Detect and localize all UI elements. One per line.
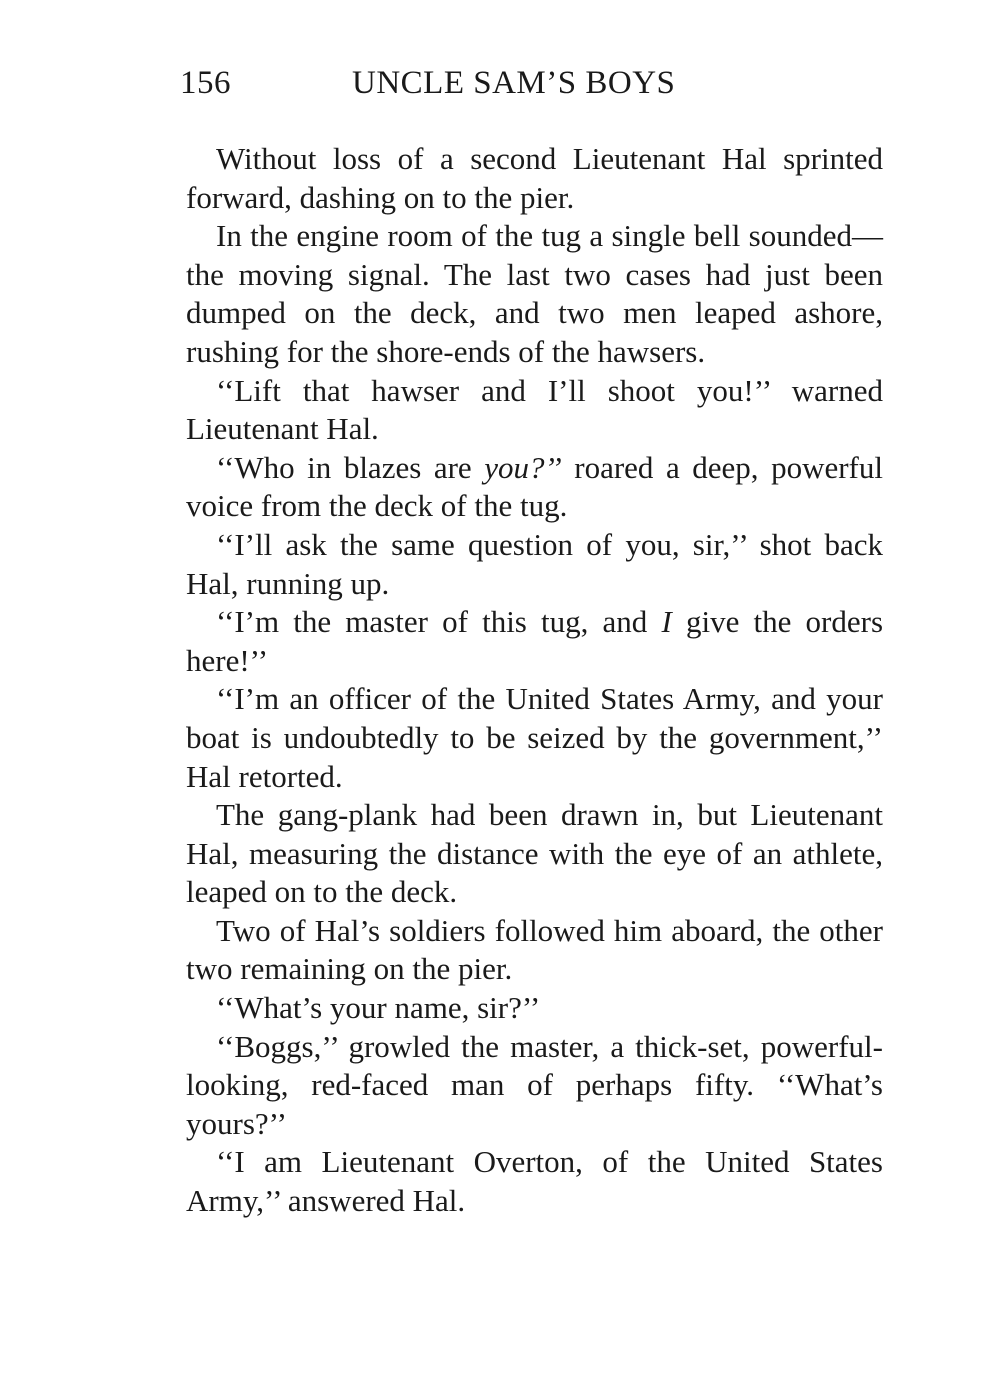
paragraph: Two of Hal’s soldiers followed him aboard, the other two remaining on the pier. (186, 912, 883, 987)
paragraph-text: roared a deep, powerful voice from the deck of the tug. (186, 449, 883, 524)
page-header (180, 58, 710, 108)
paragraph: Without loss of a second Lieutenant Hal sprinted forward, dashing on to the pier. (186, 141, 883, 215)
running-title: UNCLE SAM’S BOYS (352, 65, 676, 101)
body-text (186, 140, 883, 1221)
paragraph: ‘‘What’s your name, sir?’’ (216, 990, 541, 1026)
paragraph: ‘‘I’ll ask the same question of you, sir,’’ shot back Hal, running up. (186, 526, 883, 601)
paragraph: ‘‘Lift that hawser and I’ll shoot you!’’ warned Lieutenant Hal. (186, 372, 883, 447)
emphasized-text: I (661, 604, 672, 640)
paragraph: The gang-plank had been drawn in, but Lieutenant Hal, measuring the distance with the eye of an athlete, leaped on to the deck. (186, 797, 883, 910)
paragraph (186, 603, 883, 680)
paragraph-text: ‘‘Who in blazes are (216, 449, 485, 485)
paragraph-text: give the orders here!’’ (186, 604, 884, 678)
paragraph-text: ‘‘I’m the master of this tug, and (216, 604, 662, 640)
paragraph: ‘‘I’m an officer of the United States Army, and your boat is undoubtedly to be seized by the government,’’ Hal retorted. (186, 681, 883, 794)
page-number: 156 (180, 65, 231, 101)
paragraph: ‘‘I am Lieutenant Overton, of the United States Army,’’ answered Hal. (186, 1144, 883, 1219)
paragraph (186, 449, 883, 526)
paragraph: ‘‘Boggs,’’ growled the master, a thick-set, powerful-looking, red-faced man of perhaps fifty. ‘‘What’s yours?’’ (186, 1028, 883, 1141)
paragraph: In the engine room of the tug a single bell sounded—the moving signal. The last two cases had just been dumped on the deck, and two men leaped ashore, rushing for the shore-ends of the hawsers. (186, 218, 883, 369)
emphasized-text: you?’’ (484, 449, 562, 485)
